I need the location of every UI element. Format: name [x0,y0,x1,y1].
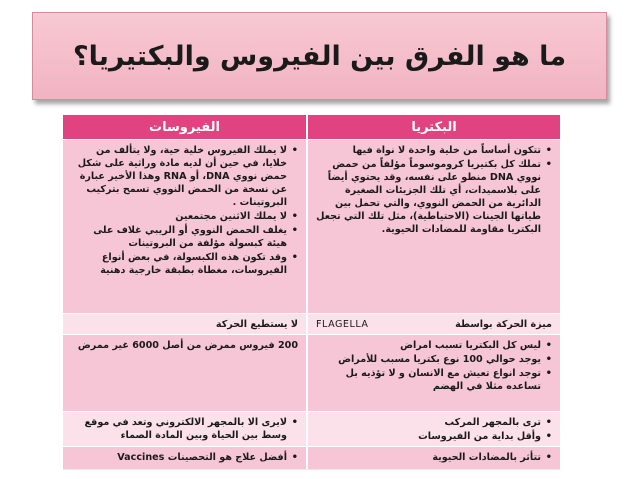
list-item: • تتكون أساساً من خلية واحدة لا نواة فيها [316,144,552,157]
list-item: • توجد انواع تعيش مع الانسان و لا تؤذيه بل تساعده مثلا في الهضم [316,367,552,393]
bacteria-cell [306,447,560,469]
viruses-cell: 200 فيروس ممرض من أصل 6000 غير ممرض [77,340,298,351]
bacteria-cell [306,314,560,334]
viruses-cell [63,412,306,446]
viruses-list [71,416,298,442]
list-item: • ترى بالمجهر المركب [316,416,552,429]
list-item: • يغلف الحمض النووي أو الريبي غلاف على هيئة كبسولة مؤلفة من البروتينات [71,224,298,250]
bacteria-list [316,416,552,443]
title-banner [32,12,607,100]
list-item: • يوجد حوالي 100 نوع بكتريا مسبب للأمراض [316,353,552,366]
viruses-list [71,451,298,464]
bacteria-list [316,451,552,464]
list-item: • أفضل علاج هو التحصينات Vaccines [71,451,298,464]
viruses-cell [63,447,306,469]
motility-label: ميزة الحركة بواسطة [455,319,552,330]
bacteria-cell [306,412,560,446]
header-viruses: الفيروسات [149,119,220,135]
list-item: • لا يملك الفيروس خلية حية، ولا يتألف من خلايا، في حين أن لديه مادة وراثية على شكل حمض نووي DNA، أو RNA وهذا الأخير عبارة عن نسخة من الحمض النووي تسمح بتركيب البروتينات . [71,144,298,209]
list-item: • وقد تكون هذه الكبسولة، في بعض أنواع الفيروسات، مغطاة بطبقة خارجية دهنية [71,251,298,277]
list-item: • وأقل بداية من الفيروسات [316,430,552,443]
list-item: • تملك كل بكتيريا كروموسوماً مؤلفاً من حمض نووي DNA منطو على نفسه، وقد يحتوي أيضاً على بلاسميدات، أي تلك الجزيئات الصغيرة الدائرية من الحمض النووي، والتي تحمل بين طياتها الجينات (الاحتياطية)، مثل تلك التي تجعل البكتريا مقاومة للمضادات الحيوية. [316,158,552,236]
list-item: • ليس كل البكتريا تسبب امراض [316,339,552,352]
page-title: ما هو الفرق بين الفيروس والبكتيريا؟ [72,40,567,72]
bacteria-list [316,144,552,236]
flagella-term: FLAGELLA [316,319,369,330]
bacteria-cell [306,335,560,411]
list-item: • لا يملك الاثنين مجتمعين [71,210,298,223]
list-item: • لايرى الا بالمجهر الالكتروني وتعد في موقع وسط بين الحياة وبين المادة الصماء [71,416,298,442]
table-row [63,139,560,313]
bacteria-cell [306,140,560,313]
viruses-cell: لا يستطيع الحركة [215,319,298,330]
table-row [63,446,560,469]
comparison-table [63,115,560,470]
table-row [63,411,560,446]
table-header [63,115,560,139]
bacteria-list [316,339,552,393]
viruses-list [71,144,298,277]
viruses-cell [63,140,306,313]
table-row [63,313,560,334]
table-row [63,334,560,411]
list-item: • تتأثر بالمضادات الحيوية [316,451,552,464]
header-bacteria: البكتريا [306,115,560,139]
